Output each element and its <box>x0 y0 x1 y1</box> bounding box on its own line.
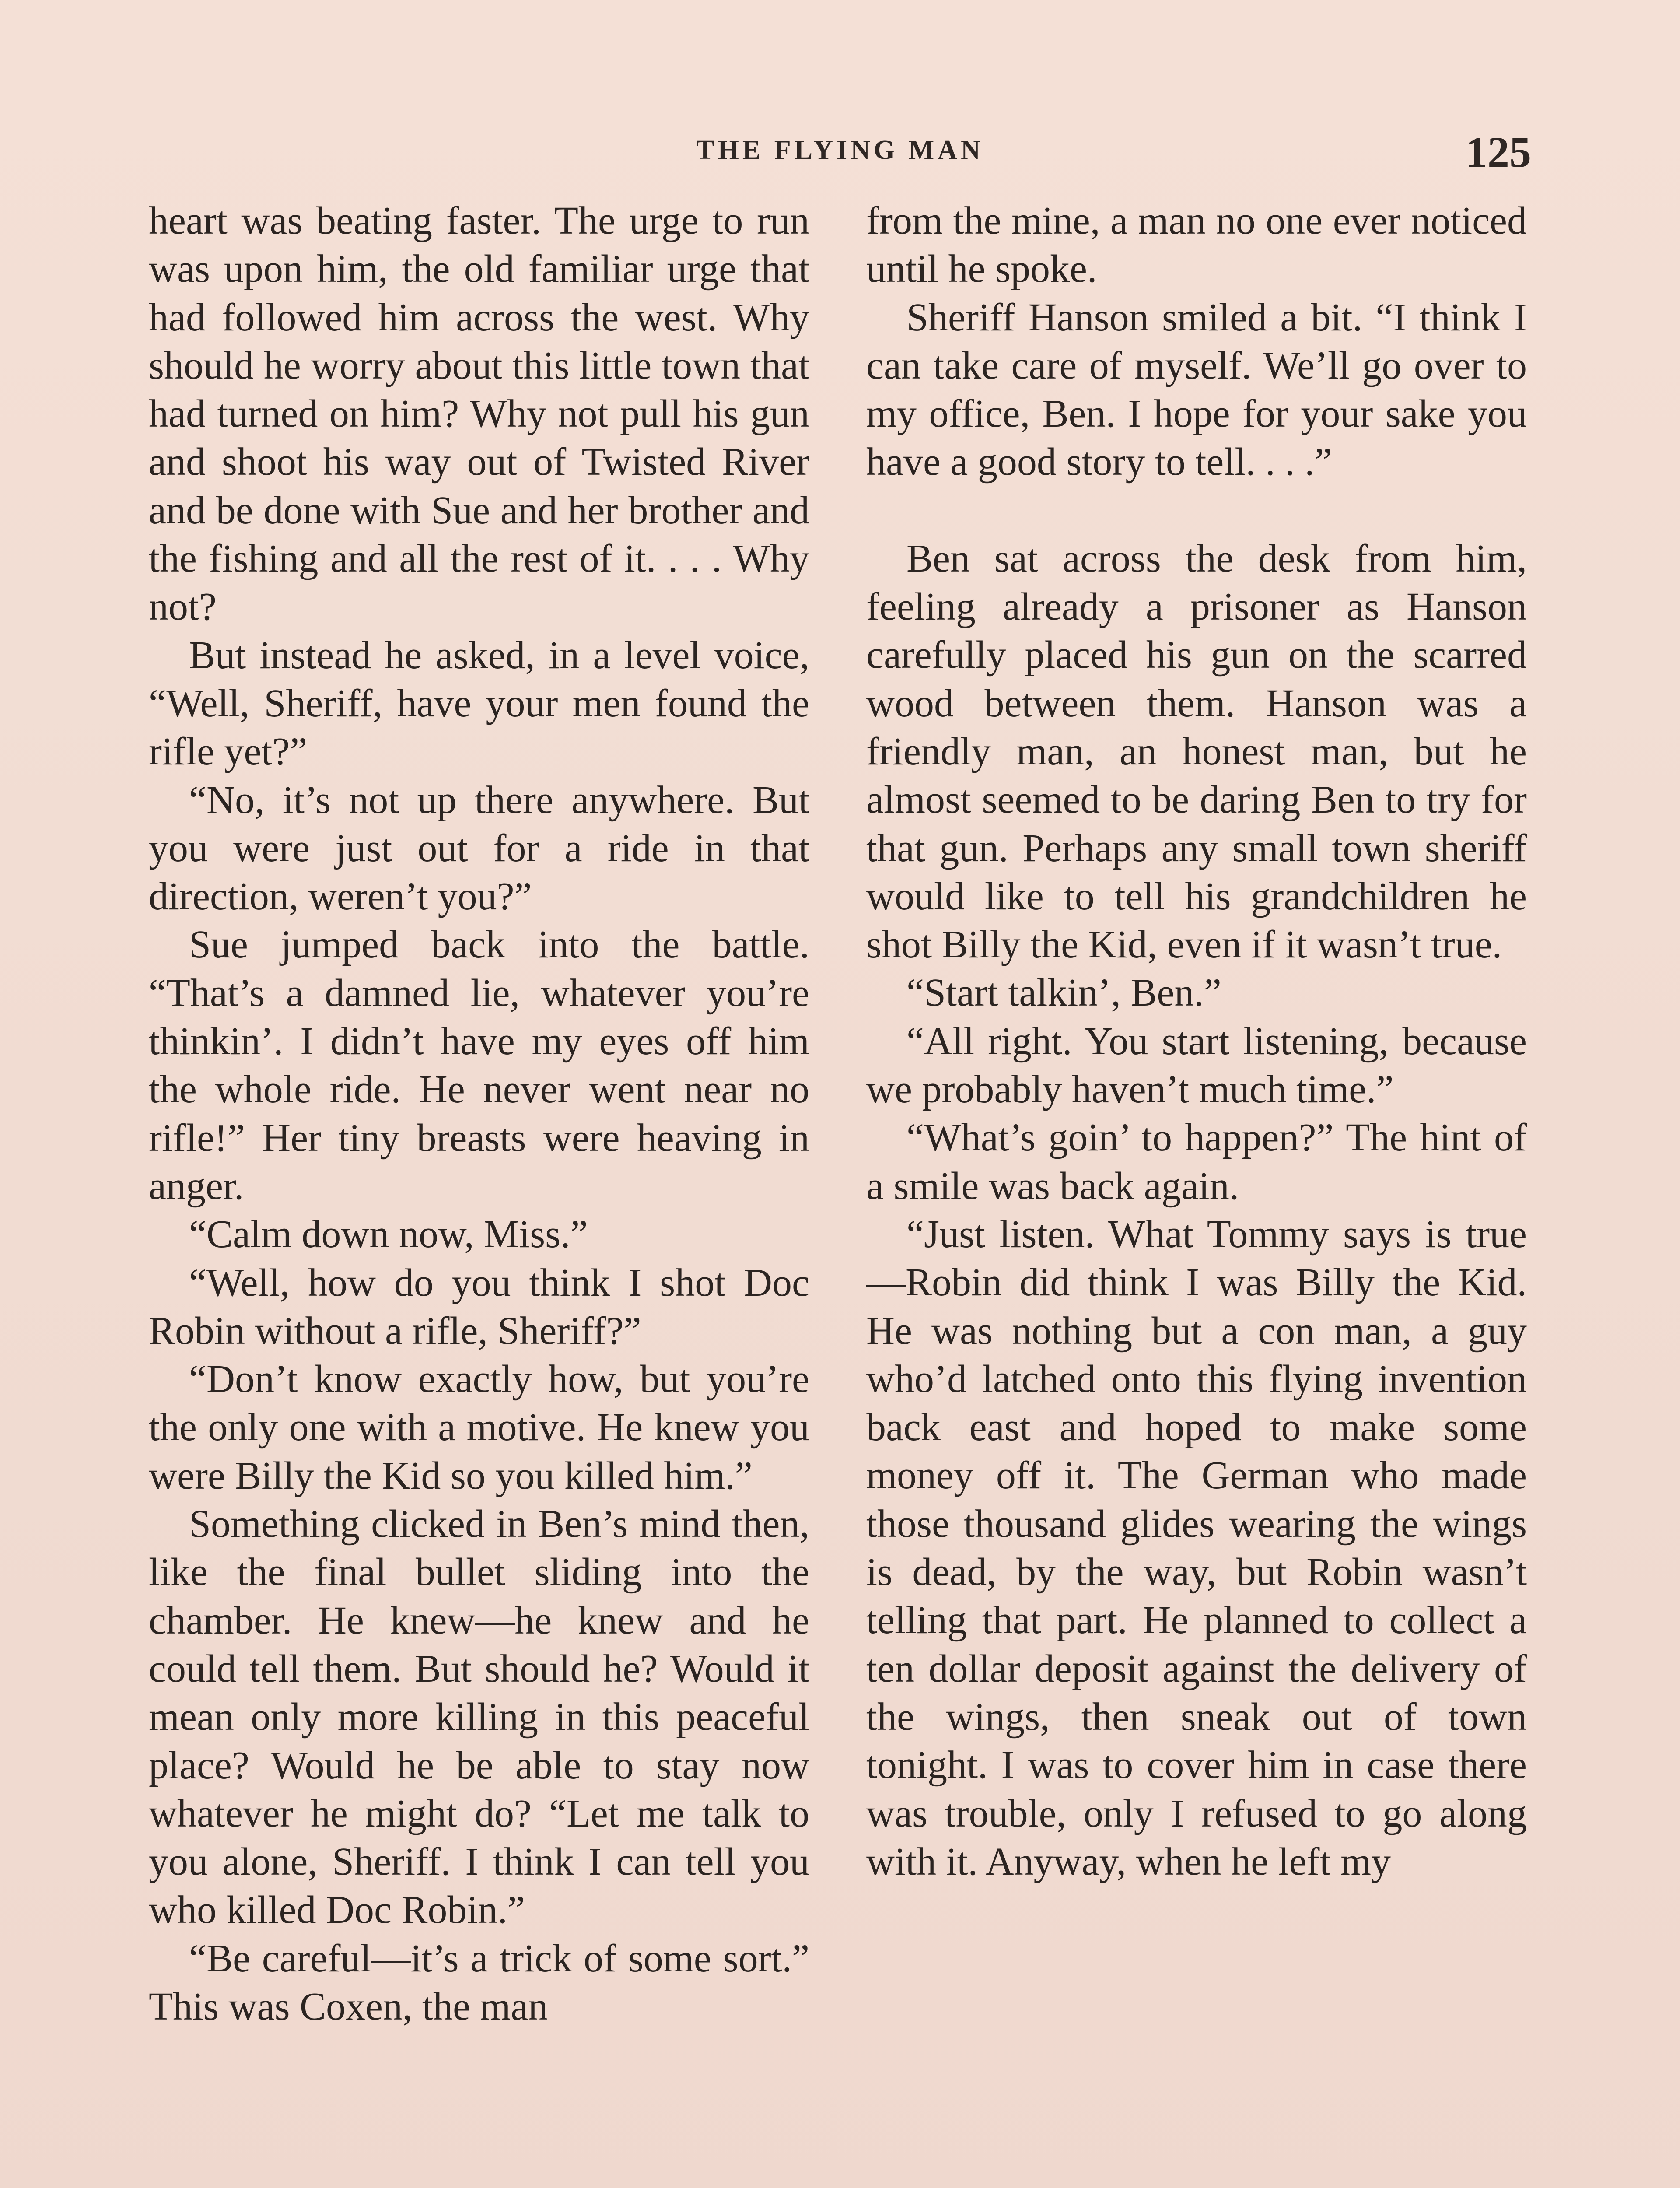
paragraph: “Calm down now, Miss.” <box>189 1213 588 1256</box>
paragraph: Sue jumped back into the battle. “That’s a damned lie, whatever you’re thinkin’. I didn’t have my eyes off him the whole ride. He never went near no rifle!” Her tiny breasts were heaving in anger. <box>149 923 809 1208</box>
running-title: THE FLYING MAN <box>696 135 984 165</box>
paragraph: “Don’t know exactly how, but you’re the only one with a motive. He knew you were Billy the Kid so you killed him.” <box>149 1357 809 1497</box>
paragraph: “No, it’s not up there anywhere. But you were just out for a ride in that direction, weren’t you?” <box>149 778 809 919</box>
paragraph: “Start talkin’, Ben.” <box>906 971 1222 1015</box>
page-header <box>149 127 1531 179</box>
paragraph: “Just listen. What Tommy says is true—Robin did think I was Billy the Kid. He was nothing but a con man, a guy who’d latched onto this flying invention back east and hoped to make some money off it. The German who made those thousand glides wearing the wings is dead, by the way, but Robin wasn’t telling that part. He planned to collect a ten dollar deposit against the delivery of the wings, then sneak out of town tonight. I was to cover him in case there was trouble, only I refused to go along with it. Anyway, when he left my <box>866 1212 1527 1883</box>
paragraph: “What’s goin’ to happen?” The hint of a smile was back again. <box>866 1116 1527 1208</box>
paragraph: Ben sat across the desk from him, feeling already a prisoner as Hanson carefully placed his gun on the scarred wood between them. Hanson was a friendly man, an honest man, but he almost seemed to be daring Ben to try for that gun. Perhaps any small town sheriff would like to tell his grandchildren he shot Billy the Kid, even if it wasn’t true. <box>866 536 1527 967</box>
page-number: 125 <box>1466 128 1531 176</box>
paragraph: But instead he asked, in a level voice, “Well, Sheriff, have your men found the rifle yet?” <box>149 633 809 774</box>
paragraph: Sheriff Hanson smiled a bit. “I think I can take care of myself. We’ll go over to my office, Ben. I hope for your sake you have a good story to tell. . . .” <box>866 295 1527 484</box>
paragraph: “All right. You start listening, because we probably haven’t much time.” <box>866 1019 1527 1112</box>
paragraph: “Well, how do you think I shot Doc Robin without a rifle, Sheriff?” <box>149 1261 809 1353</box>
paragraph: Something clicked in Ben’s mind then, like the final bullet sliding into the chamber. He knew—he knew and he could tell them. But should he? Would it mean only more killing in this peaceful place? Would he be able to stay now whatever he might do? “Let me talk to you alone, Sheriff. I think I can tell you who killed Doc Robin.” <box>149 1502 809 1932</box>
left-column <box>149 197 809 2031</box>
right-column <box>866 197 1527 1886</box>
paragraph: from the mine, a man no one ever noticed until he spoke. <box>866 199 1527 291</box>
paragraph: “Be careful—it’s a trick of some sort.” This was Coxen, the man <box>149 1936 809 2028</box>
paragraph: heart was beating faster. The urge to run was upon him, the old familiar urge that had followed him across the west. Why should he worry about this little town that had turned on him? Why not pull his gun and shoot his way out of Twisted River and be done with Sue and her brother and the fishing and all the rest of it. . . . Why not? <box>149 199 809 629</box>
